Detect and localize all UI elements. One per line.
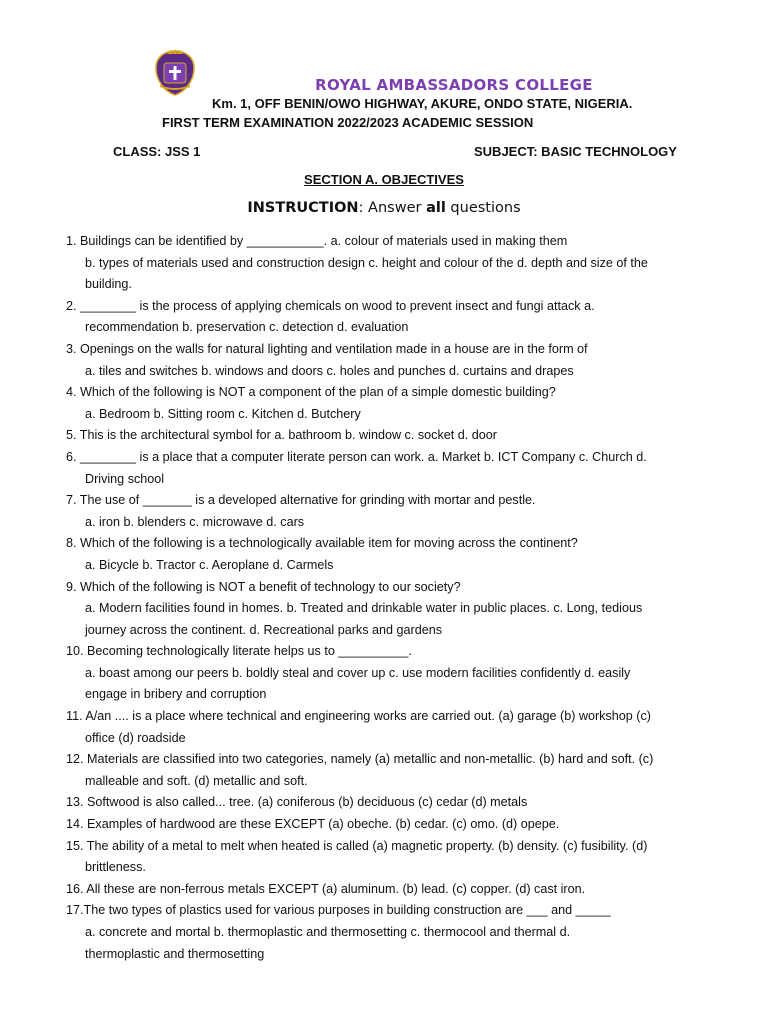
question-continuation: b. types of materials used and construction design c. height and colour of the d. depth and size of the — [85, 255, 648, 270]
questions-list — [66, 231, 726, 965]
question-text: 3. Openings on the walls for natural lighting and ventilation made in a house are in the form of — [66, 341, 588, 356]
question-item — [66, 814, 726, 836]
question-text: 10. Becoming technologically literate helps us to __________. — [66, 644, 412, 659]
question-continuation: office (d) roadside — [85, 730, 186, 745]
question-text: 15. The ability of a metal to melt when heated is called (a) magnetic property. (b) density. (c) fusibility. (d) — [66, 838, 648, 853]
question-continuation: a. Modern facilities found in homes. b. Treated and drinkable water in public places. c. Long, tedious — [85, 601, 643, 616]
school-name: ROYAL AMBASSADORS COLLEGE — [315, 76, 593, 94]
question-continuation: journey across the continent. d. Recreational parks and gardens — [85, 622, 443, 637]
question-item — [66, 490, 726, 533]
section-title: SECTION A. OBJECTIVES — [304, 172, 464, 187]
question-continuation: recommendation b. preservation c. detection d. evaluation — [85, 320, 409, 335]
question-item — [66, 749, 726, 792]
question-text: 4. Which of the following is NOT a component of the plan of a simple domestic building? — [66, 385, 556, 400]
subject-label: SUBJECT: BASIC TECHNOLOGY — [474, 144, 677, 159]
question-continuation: building. — [85, 277, 132, 292]
question-text: 16. All these are non-ferrous metals EXCEPT (a) aluminum. (b) lead. (c) copper. (d) cast iron. — [66, 881, 586, 896]
question-continuation: thermoplastic and thermosetting — [85, 946, 265, 961]
question-continuation: a. Bicycle b. Tractor c. Aeroplane d. Carmels — [85, 557, 334, 572]
question-item — [66, 296, 726, 339]
question-item — [66, 879, 726, 901]
class-label: CLASS: JSS 1 — [113, 144, 201, 159]
question-item — [66, 425, 726, 447]
question-text: 7. The use of _______ is a developed alternative for grinding with mortar and pestle. — [66, 493, 536, 508]
question-text: 5. This is the architectural symbol for a. bathroom b. window c. socket d. door — [66, 428, 497, 443]
question-continuation: a. boast among our peers b. boldly steal and cover up c. use modern facilities confidently d. easily — [85, 665, 631, 680]
question-continuation: a. Bedroom b. Sitting room c. Kitchen d. Butchery — [85, 406, 361, 421]
question-continuation: a. concrete and mortal b. thermoplastic and thermosetting c. thermocool and thermal d. — [85, 925, 571, 939]
question-text: 6. ________ is a place that a computer literate person can work. a. Market b. ICT Company c. Church d. — [66, 449, 647, 464]
question-text: 17.The two types of plastics used for various purposes in building construction are ___ and _____ — [66, 903, 611, 918]
question-item — [66, 447, 726, 490]
question-item — [66, 900, 726, 965]
question-item — [66, 533, 726, 576]
instruction-line — [0, 200, 768, 216]
question-text: 8. Which of the following is a technologically available item for moving across the continent? — [66, 536, 578, 551]
question-item — [66, 792, 726, 814]
instruction-text-2: questions — [445, 200, 521, 216]
question-item — [66, 577, 726, 642]
question-continuation: Driving school — [85, 471, 165, 486]
question-text: 2. ________ is the process of applying chemicals on wood to prevent insect and fungi attack a. — [66, 298, 595, 313]
question-continuation: a. tiles and switches b. windows and doors c. holes and punches d. curtains and drapes — [85, 363, 574, 378]
question-text: 14. Examples of hardwood are these EXCEPT (a) obeche. (b) cedar. (c) omo. (d) opepe. — [66, 817, 560, 832]
question-text: 1. Buildings can be identified by ___________. a. colour of materials used in making them — [66, 234, 568, 248]
question-item — [66, 231, 726, 296]
question-text: 13. Softwood is also called... tree. (a) coniferous (b) deciduous (c) cedar (d) metals — [66, 795, 528, 810]
question-item — [66, 641, 726, 706]
question-item — [66, 339, 726, 382]
question-text: 12. Materials are classified into two categories, namely (a) metallic and non-metallic. (b) hard and soft. (c) — [66, 752, 654, 767]
instruction-text-1: : Answer — [358, 200, 427, 216]
question-item — [66, 382, 726, 425]
instruction-heading: INSTRUCTION — [247, 200, 359, 216]
exam-title: FIRST TERM EXAMINATION 2022/2023 ACADEMIC SESSION — [162, 115, 534, 130]
question-text: 11. A/an .... is a place where technical and engineering works are carried out. (a) garage (b) workshop (c) — [66, 709, 651, 724]
question-item — [66, 836, 726, 879]
instruction-all: all — [426, 200, 446, 216]
school-address: Km. 1, OFF BENIN/OWO HIGHWAY, AKURE, ONDO STATE, NIGERIA. — [212, 96, 633, 111]
question-text: 9. Which of the following is NOT a benefit of technology to our society? — [66, 579, 461, 594]
question-continuation: brittleness. — [85, 860, 146, 875]
question-continuation: engage in bribery and corruption — [85, 687, 267, 702]
question-continuation: a. iron b. blenders c. microwave d. cars — [85, 514, 305, 529]
question-continuation: malleable and soft. (d) metallic and soft. — [85, 773, 308, 788]
question-item — [66, 706, 726, 749]
